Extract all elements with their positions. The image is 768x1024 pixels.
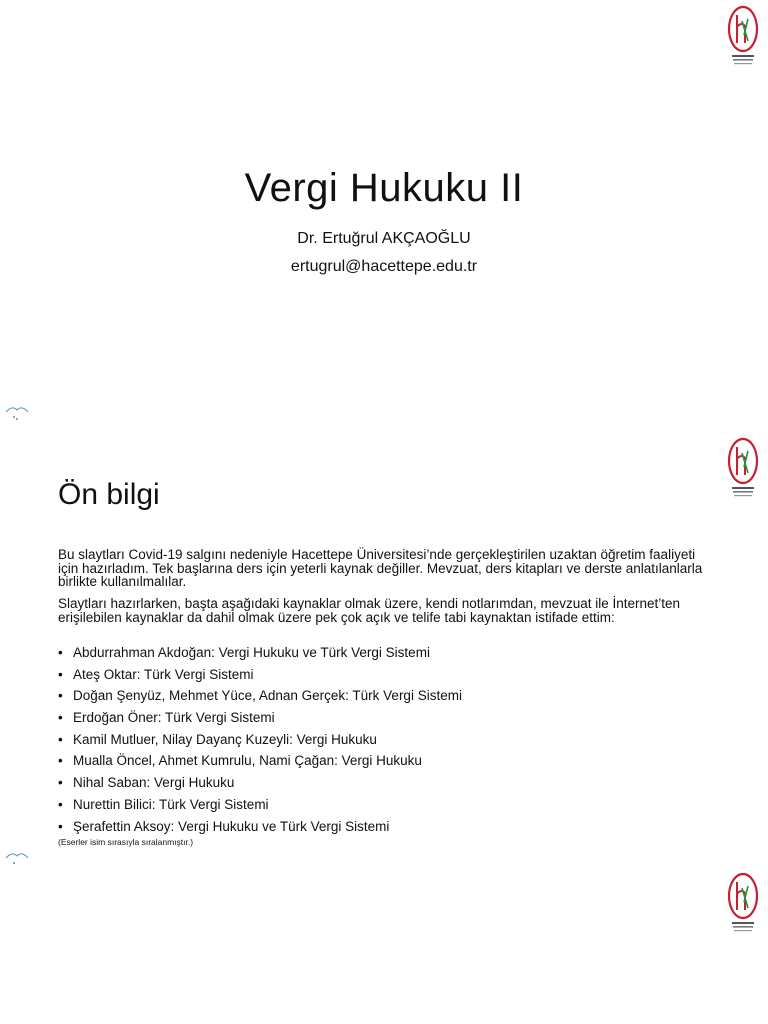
- bullet-icon: •: [58, 818, 63, 834]
- source-text: Mualla Öncel, Ahmet Kumrulu, Nami Çağan: Vergi Hukuku: [73, 753, 422, 769]
- list-item: [58, 772, 462, 794]
- author-name: Dr. Ertuğrul AKÇAOĞLU: [297, 230, 471, 247]
- list-item: [58, 685, 462, 707]
- source-list: [58, 642, 462, 837]
- source-text: Erdoğan Öner: Türk Vergi Sistemi: [73, 710, 275, 726]
- author-email: ertugrul@hacettepe.edu.tr: [290, 258, 478, 275]
- list-item: [58, 729, 462, 751]
- source-text: Ateş Oktar: Türk Vergi Sistemi: [73, 666, 254, 682]
- bullet-icon: •: [58, 688, 63, 704]
- source-text: Abdurrahman Akdoğan: Vergi Hukuku ve Türk Vergi Sistemi: [73, 645, 430, 660]
- list-item: [58, 642, 462, 664]
- bullet-icon: •: [58, 731, 63, 747]
- slide-nav-icon: [4, 402, 30, 422]
- bullet-icon: •: [58, 666, 63, 682]
- slide-title: [0, 0, 768, 432]
- slide-intro: [0, 432, 768, 864]
- source-text: Nurettin Bilici: Türk Vergi Sistemi: [73, 796, 269, 812]
- bullet-icon: •: [58, 775, 63, 791]
- source-text: Şerafettin Aksoy: Vergi Hukuku ve Türk Vergi Sistemi: [73, 818, 390, 834]
- list-item: [58, 750, 462, 772]
- source-text: Doğan Şenyüz, Mehmet Yüce, Adnan Gerçek: Türk Vergi Sistemi: [73, 688, 462, 704]
- bullet-icon: •: [58, 796, 63, 812]
- hacettepe-logo-icon: [726, 437, 760, 503]
- list-item: [58, 664, 462, 686]
- ordering-note: (Eserler isim sırasıyla sıralanmıştır.): [58, 837, 194, 847]
- slide-heading: Ön bilgi: [58, 478, 160, 511]
- bullet-icon: •: [58, 753, 63, 769]
- hacettepe-logo-icon: [726, 5, 760, 71]
- hacettepe-logo-icon: [726, 872, 760, 938]
- source-text: Nihal Saban: Vergi Hukuku: [73, 775, 235, 791]
- intro-paragraph-1: Bu slaytları Covid-19 salgını nedeniyle Hacettepe Üniversitesi’nde gerçekleştirilen uzaktan öğretim faaliyeti için hazırladım. Tek başlarına ders için yeterli kaynak değiller. Mevzuat, ders kitapları ve derste anlatılanlarla birlikte kullanılmalılar.: [58, 547, 703, 589]
- list-item: [58, 816, 462, 838]
- slide-title-text: Vergi Hukuku II: [244, 166, 524, 210]
- bullet-icon: •: [58, 645, 63, 660]
- list-item: [58, 707, 462, 729]
- list-item: [58, 794, 462, 816]
- bullet-icon: •: [58, 710, 63, 726]
- slide-next-partial: [0, 864, 768, 1024]
- source-text: Kamil Mutluer, Nilay Dayanç Kuzeyli: Vergi Hukuku: [73, 731, 377, 747]
- intro-paragraph-2: Slaytları hazırlarken, başta aşağıdaki kaynaklar olmak üzere, kendi notlarımdan, mevzuat ile İnternet’ten erişilebilen kaynaklar da dahil olmak üzere pek çok açık ve telife tabi kaynaktan istifade ettim:: [58, 596, 681, 625]
